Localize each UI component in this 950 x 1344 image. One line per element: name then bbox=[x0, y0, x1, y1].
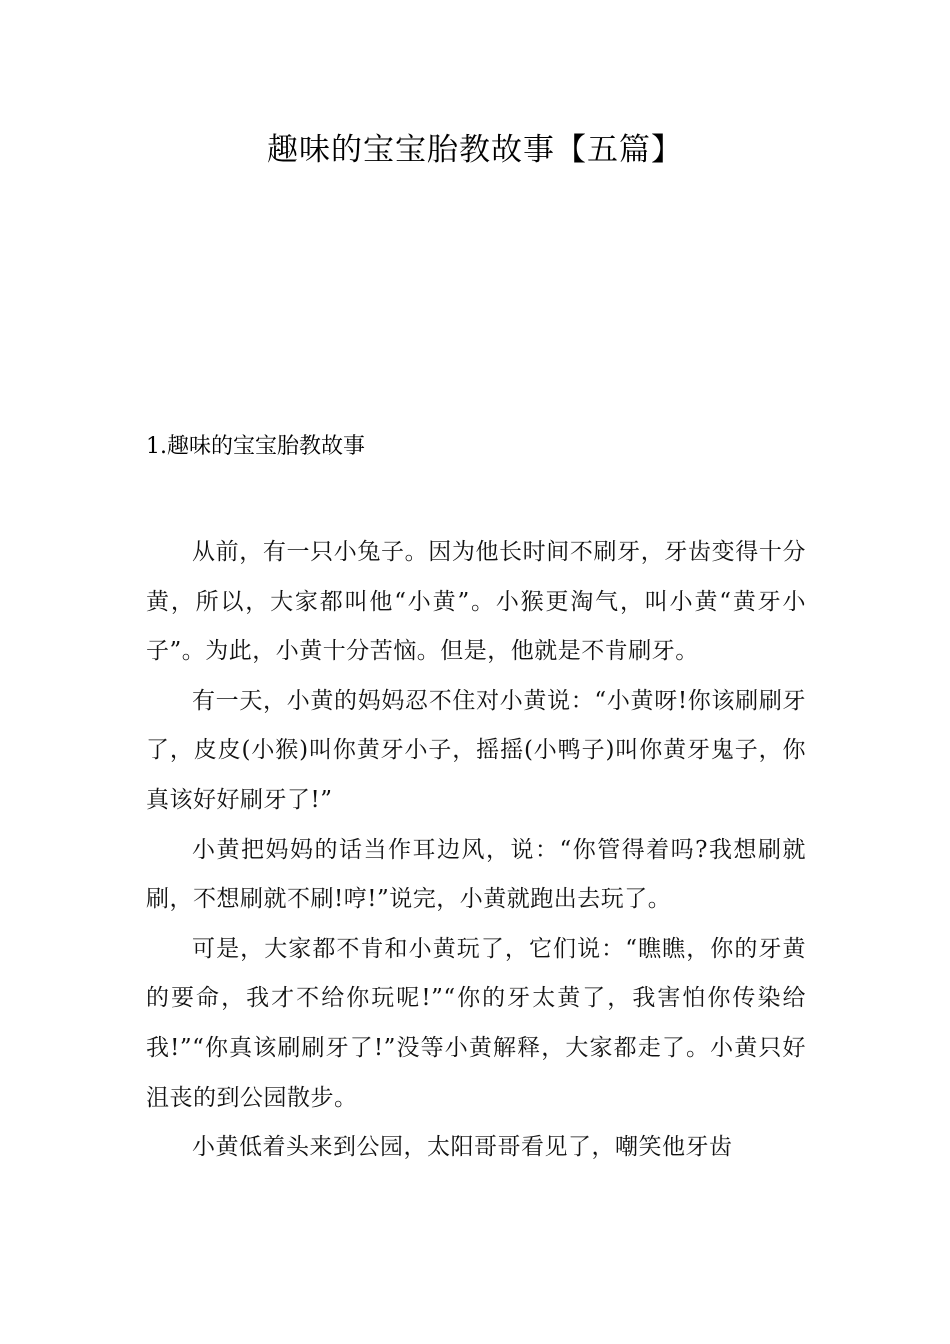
paragraph: 小黄把妈妈的话当作耳边风，说：“你管得着吗?我想刷就刷，不想刷就不刷!哼!”说完，小黄就跑出去玩了。 bbox=[146, 836, 806, 913]
paragraph: 有一天，小黄的妈妈忍不住对小黄说：“小黄呀!你该刷刷牙了，皮皮(小猴)叫你黄牙小子，摇摇(小鸭子)叫你黄牙鬼子，你真该好好刷牙了!” bbox=[146, 687, 806, 813]
paragraph: 从前，有一只小兔子。因为他长时间不刷牙，牙齿变得十分黄，所以，大家都叫他“小黄”。小猴更淘气，叫小黄“黄牙小子”。为此，小黄十分苦恼。但是，他就是不肯刷牙。 bbox=[146, 539, 806, 665]
story-body bbox=[146, 528, 806, 1173]
document-title: 趣味的宝宝胎教故事【五篇】 bbox=[267, 132, 683, 168]
paragraph: 可是，大家都不肯和小黄玩了，它们说：“瞧瞧，你的牙黄的要命，我才不给你玩呢!”“你的牙太黄了，我害怕你传染给我!”“你真该刷刷牙了!”没等小黄解释，大家都走了。小黄只好沮丧的到公园散步。 bbox=[146, 935, 806, 1111]
paragraph: 小黄低着头来到公园，太阳哥哥看见了，嘲笑他牙齿 bbox=[192, 1134, 733, 1161]
section-heading: 1.趣味的宝宝胎教故事 bbox=[146, 434, 365, 459]
